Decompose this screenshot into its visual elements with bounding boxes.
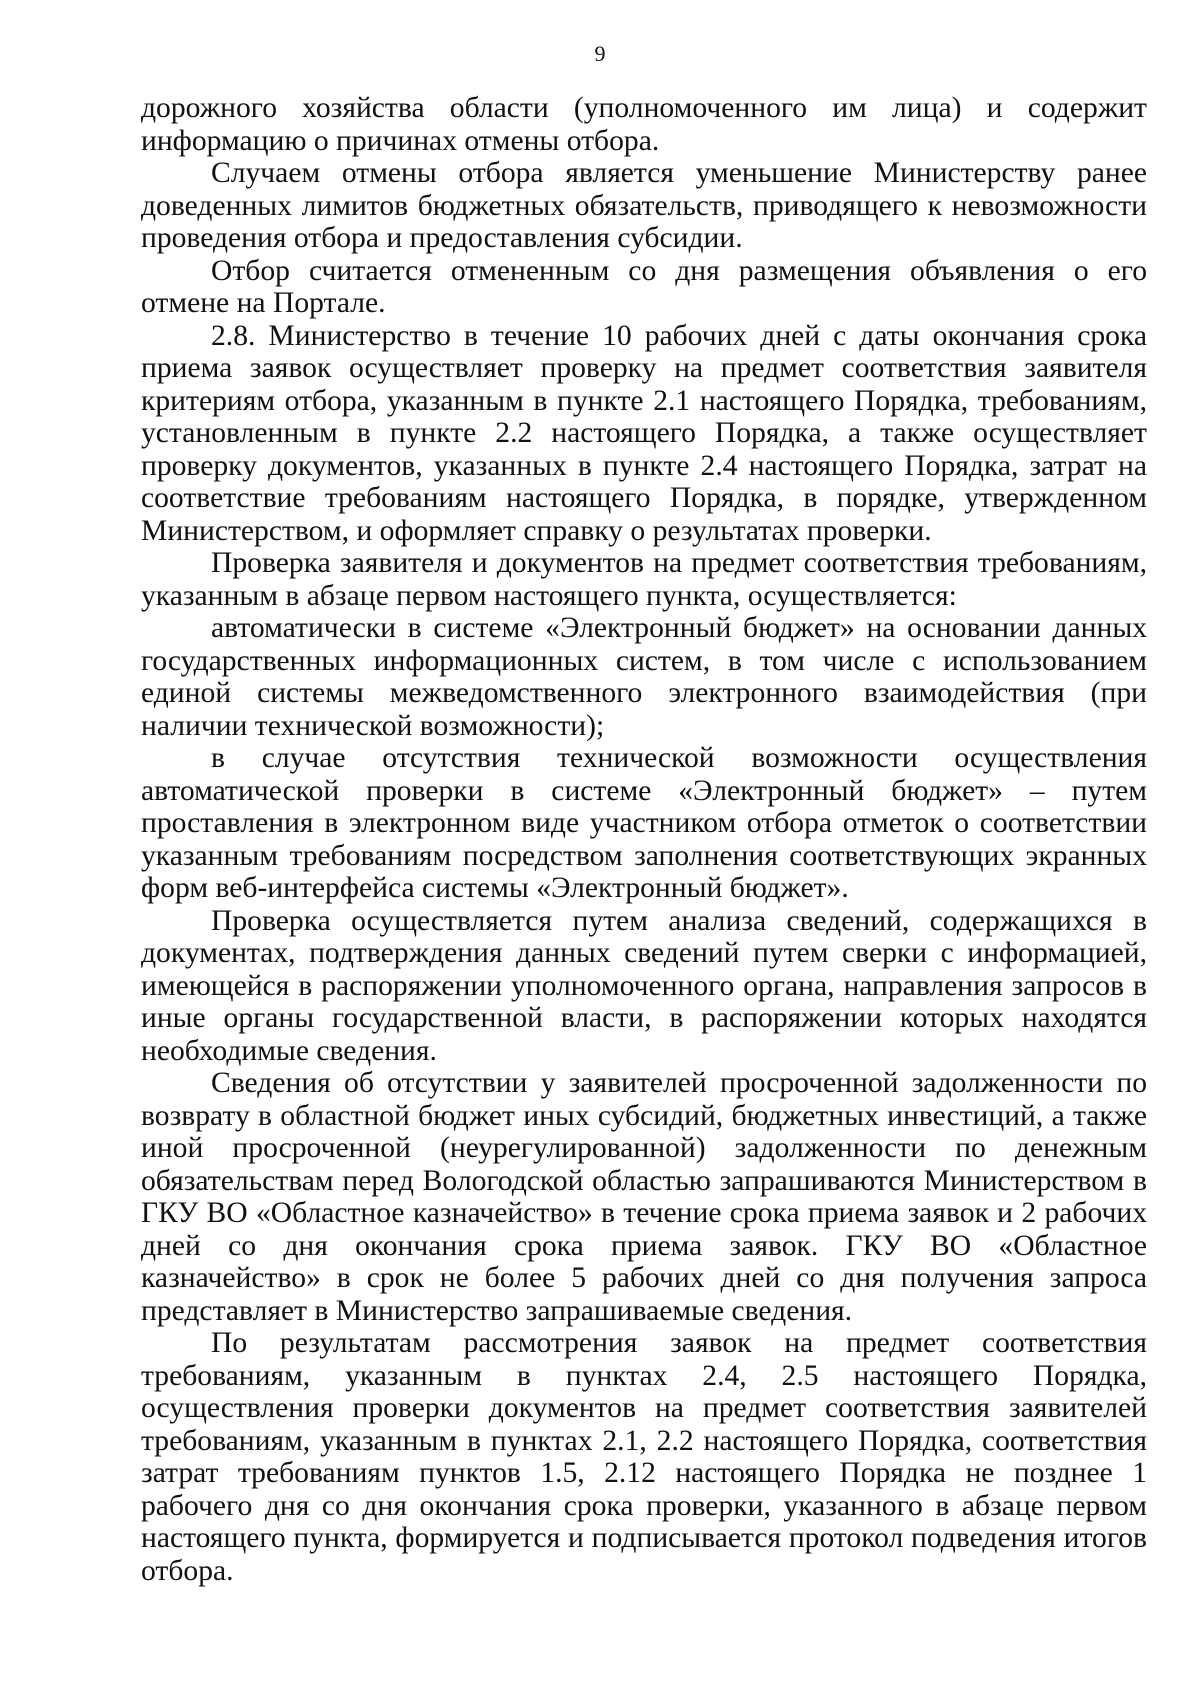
paragraph-analysis: Проверка осуществляется путем анализа сведений, содержащихся в документах, подтверждения данных сведений путем сверки с информацией, имеющейся в распоряжении уполномоченного органа, направления запросов в иные органы государственной власти, в распоряжении которых находятся необходимые сведения. — [141, 904, 1147, 1067]
paragraph-verification-intro: Проверка заявителя и документов на предмет соответствия требованиям, указанным в абзаце первом настоящего пункта, осуществляется: — [141, 547, 1147, 612]
paragraph-continuation: дорожного хозяйства области (уполномоченного им лица) и содержит информацию о причинах отмены отбора. — [141, 92, 1147, 157]
paragraph-cancellation-date: Отбор считается отмененным со дня размещения объявления о его отмене на Портале. — [141, 254, 1147, 319]
page-number: 9 — [594, 41, 606, 66]
document-body — [141, 92, 1147, 1587]
paragraph-automatic-check: автоматически в системе «Электронный бюджет» на основании данных государственных информационных систем, в том числе с использованием единой системы межведомственного электронного взаимодействия (при наличии технической возможности); — [141, 612, 1147, 742]
paragraph-manual-check: в случае отсутствия технической возможности осуществления автоматической проверки в системе «Электронный бюджет» – путем проставления в электронном виде участником отбора отметок о соответствии указанным требованиям посредством заполнения соответствующих экранных форм веб-интерфейса системы «Электронный бюджет». — [141, 742, 1147, 904]
paragraph-protocol: По результатам рассмотрения заявок на предмет соответствия требованиям, указанным в пунктах 2.4, 2.5 настоящего Порядка, осуществления проверки документов на предмет соответствия заявителей требованиям, указанным в пунктах 2.1, 2.2 настоящего Порядка, соответствия затрат требованиям пунктов 1.5, 2.12 настоящего Порядка не позднее 1 рабочего дня со дня окончания срока проверки, указанного в абзаце первом настоящего пункта, формируется и подписывается протокол подведения итогов отбора. — [141, 1327, 1147, 1587]
paragraph-section-2-8: 2.8. Министерство в течение 10 рабочих дней с даты окончания срока приема заявок осуществляет проверку на предмет соответствия заявителя критериям отбора, указанным в пункте 2.1 настоящего Порядка, требованиям, установленным в пункте 2.2 настоящего Порядка, а также осуществляет проверку документов, указанных в пункте 2.4 настоящего Порядка, затрат на соответствие требованиям настоящего Порядка, в порядке, утвержденном Министерством, и оформляет справку о результатах проверки. — [141, 319, 1147, 547]
paragraph-debt-info: Сведения об отсутствии у заявителей просроченной задолженности по возврату в областной бюджет иных субсидий, бюджетных инвестиций, а также иной просроченной (неурегулированной) задолженности по денежным обязательствам перед Вологодской областью запрашиваются Министерством в ГКУ ВО «Областное казначейство» в течение срока приема заявок и 2 рабочих дней со дня окончания срока приема заявок. ГКУ ВО «Областное казначейство» в срок не более 5 рабочих дней со дня получения запроса представляет в Министерство запрашиваемые сведения. — [141, 1067, 1147, 1327]
paragraph-cancellation-case: Случаем отмены отбора является уменьшение Министерству ранее доведенных лимитов бюджетных обязательств, приводящего к невозможности проведения отбора и предоставления субсидии. — [141, 157, 1147, 254]
